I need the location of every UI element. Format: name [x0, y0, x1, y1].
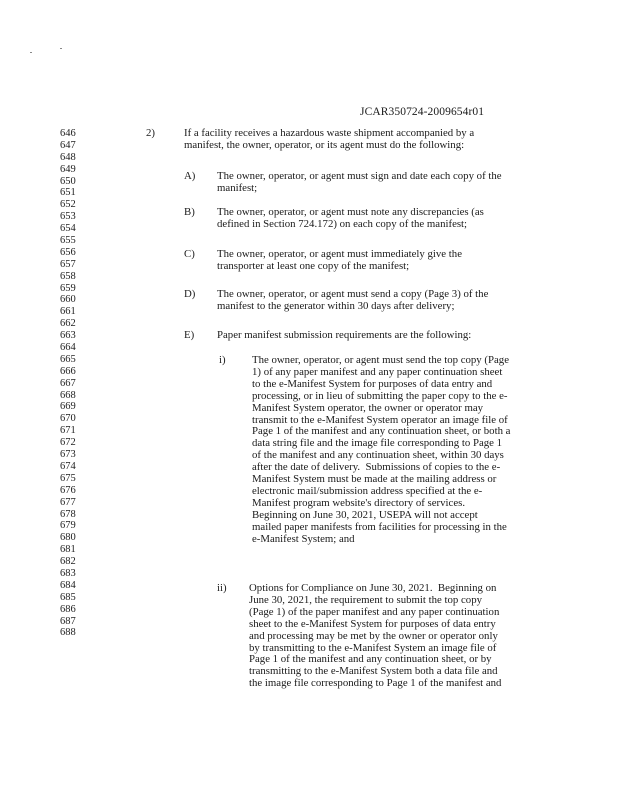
text-line: data string file and the image file corresponding to Page 1: [252, 437, 503, 450]
text-line: Manifest System operator, the owner or operator may: [252, 401, 484, 414]
subitem-e-i-text: [252, 355, 510, 546]
text-line: the image file corresponding to Page 1 of the manifest and: [249, 677, 502, 690]
subitem-e-i-label: i): [219, 354, 226, 366]
line-number: 679: [60, 520, 76, 532]
text-line: Page 1 of the manifest and any continuation sheet, or both a: [252, 425, 511, 438]
line-number: 681: [60, 544, 76, 556]
line-number: 648: [60, 151, 76, 163]
text-line: defined in Section 724.172) on each copy of the manifest;: [217, 217, 468, 230]
subitem-c-text: [217, 249, 462, 273]
text-line: sheet to the e-Manifest System for purposes of data entry: [249, 617, 496, 630]
text-line: e-Manifest System; and: [252, 532, 355, 545]
text-line: manifest;: [217, 181, 258, 194]
item-2-label: 2): [146, 127, 155, 139]
subitem-c-label: C): [184, 248, 195, 260]
line-number: 652: [60, 199, 76, 211]
text-line: The owner, operator, or agent must immediately give the: [217, 248, 462, 260]
line-number: 663: [60, 330, 76, 342]
line-number: 668: [60, 389, 76, 401]
line-number: 683: [60, 567, 76, 579]
line-number: 649: [60, 163, 76, 175]
subitem-d-text: [217, 289, 488, 313]
text-line: The owner, operator, or agent must note any discrepancies (as: [217, 206, 484, 218]
line-number: 678: [60, 508, 76, 520]
scan-artifact: [30, 48, 66, 54]
subitem-e-ii-text: [249, 583, 501, 690]
text-line: manifest, the owner, operator, or its agent must do the following:: [184, 138, 465, 151]
line-number: 657: [60, 258, 76, 270]
line-number: 658: [60, 270, 76, 282]
text-line: Page 1 of the manifest and any continuation sheet, or by: [249, 653, 492, 666]
text-line: Beginning on June 30, 2021, USEPA will not accept: [252, 508, 478, 521]
text-line: 1) of any paper manifest and any paper continuation sheet: [252, 365, 503, 378]
line-number: 656: [60, 246, 76, 258]
line-number: 671: [60, 425, 76, 437]
text-line: and processing may be met by the owner or operator only: [249, 629, 498, 642]
subitem-a-label: A): [184, 170, 196, 182]
text-line: Options for Compliance on June 30, 2021. Beginning on: [249, 582, 497, 594]
subitem-e-text: [217, 330, 471, 342]
line-number: 684: [60, 579, 76, 591]
line-number: 688: [60, 627, 76, 639]
text-line: Paper manifest submission requirements are the following:: [217, 329, 472, 341]
subitem-e-label: E): [184, 329, 195, 341]
text-line: to the e-Manifest System for purposes of data entry and: [252, 377, 493, 390]
text-line: If a facility receives a hazardous waste shipment accompanied by a: [184, 127, 475, 139]
line-number: 676: [60, 484, 76, 496]
line-number: 660: [60, 294, 76, 306]
subitem-d-label: D): [184, 288, 196, 300]
text-line: manifest to the generator within 30 days after delivery;: [217, 299, 455, 312]
line-number: 653: [60, 211, 76, 223]
subitem-b-label: B): [184, 206, 195, 218]
line-number: 666: [60, 365, 76, 377]
line-number: 686: [60, 603, 76, 615]
text-line: by transmitting to the e-Manifest System an image file of: [249, 641, 497, 654]
text-line: after the date of delivery. Submissions of copies to the e-: [252, 461, 501, 474]
text-line: of the manifest and any continuation sheet, within 30 days: [252, 449, 504, 462]
line-number: 677: [60, 496, 76, 508]
item-2-text: [184, 128, 474, 152]
line-number: 662: [60, 318, 76, 330]
text-line: transmitting to the e-Manifest System both a data file and: [249, 665, 498, 678]
line-number-column: [60, 128, 90, 639]
line-number: 670: [60, 413, 76, 425]
text-line: Manifest System must be made at the mailing address or: [252, 473, 497, 486]
line-number: 665: [60, 353, 76, 365]
line-number: 651: [60, 187, 76, 199]
line-number: 661: [60, 306, 76, 318]
line-number: 680: [60, 532, 76, 544]
line-number: 659: [60, 282, 76, 294]
line-number: 685: [60, 591, 76, 603]
line-number: 667: [60, 377, 76, 389]
line-number: 673: [60, 449, 76, 461]
line-number: 655: [60, 235, 76, 247]
line-number: 674: [60, 460, 76, 472]
line-number: 647: [60, 139, 76, 151]
line-number: 654: [60, 223, 76, 235]
line-number: 675: [60, 472, 76, 484]
subitem-a-text: [217, 171, 502, 195]
text-line: June 30, 2021, the requirement to submit the top copy: [249, 593, 482, 606]
document-id-header: JCAR350724-2009654r01: [360, 106, 485, 118]
text-line: processing, or in lieu of submitting the paper copy to the e-: [252, 389, 508, 402]
subitem-b-text: [217, 207, 484, 231]
text-line: The owner, operator, or agent must sign and date each copy of the: [217, 170, 502, 182]
text-line: Manifest program website's directory of services.: [252, 496, 466, 509]
line-number: 650: [60, 175, 76, 187]
text-line: The owner, operator, or agent must send the top copy (Page: [252, 354, 509, 366]
text-line: transporter at least one copy of the manifest;: [217, 259, 410, 272]
line-number: 672: [60, 437, 76, 449]
text-line: (Page 1) of the paper manifest and any paper continuation: [249, 605, 500, 618]
text-line: electronic mail/submission address specified at the e-: [252, 484, 483, 497]
line-number: 687: [60, 615, 76, 627]
line-number: 664: [60, 342, 76, 354]
line-number: 682: [60, 556, 76, 568]
line-number: 669: [60, 401, 76, 413]
line-number: 646: [60, 128, 76, 139]
text-line: mailed paper manifests from facilities for processing in the: [252, 520, 507, 533]
text-line: transmit to the e-Manifest System operator an image file of: [252, 413, 508, 426]
text-line: The owner, operator, or agent must send a copy (Page 3) of the: [217, 288, 489, 300]
subitem-e-ii-label: ii): [217, 582, 227, 594]
